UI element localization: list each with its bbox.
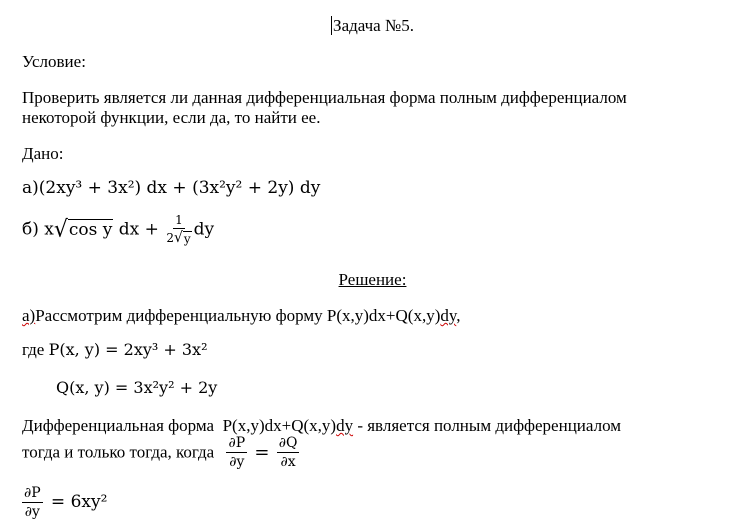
p-definition: P(x, y) = 2xy³ + 3x² xyxy=(48,340,208,359)
item-a-expr: (2xy³ + 3x²) dx + (3x²y² + 2y) dy xyxy=(38,178,321,198)
step-a-marker: а) xyxy=(22,306,36,325)
criterion-line2: тогда и только тогда, когда $\frac{\partial P}{\partial y}$ = $\frac{\partial Q}{\partial x}$ xyxy=(22,435,298,470)
page-title: Задача №5. xyxy=(333,16,414,35)
item-a-marker: а) xyxy=(22,178,39,198)
text-cursor xyxy=(331,16,332,35)
item-b-fraction xyxy=(164,214,193,246)
item-b xyxy=(22,214,214,246)
item-a xyxy=(22,178,320,198)
solution-label: Решение: xyxy=(338,270,407,289)
step-a: а)Рассмотрим дифференциальную форму P(x,y)dx+Q(x,y)dy, xyxy=(22,306,461,325)
given-label: Дано: xyxy=(22,144,64,163)
dq-dx-fraction: $\frac{\partial Q}{\partial x}$ xyxy=(278,435,298,470)
item-b-frac-den: 2 √ y xyxy=(166,229,191,247)
where-prefix: где xyxy=(22,340,49,359)
criterion-line1: Дифференциальная форма P(x,y)dx+Q(x,y)dy - является полным дифференциалом xyxy=(22,416,622,435)
partial-p-result: = 6xy² xyxy=(50,492,108,513)
dp-dy-result-fraction: $\frac{\partial P}{\partial y}$ xyxy=(24,485,41,520)
condition-text-line1: Проверить является ли данная дифференциальная форма полным дифференциалом xyxy=(22,88,627,107)
where-p-line xyxy=(22,340,208,360)
step-a-dy: dy xyxy=(440,306,457,325)
condition-text-line2: некоторой функции, если да, то найти ее. xyxy=(22,108,321,127)
partial-p-line xyxy=(22,486,107,519)
step-a-text: Рассмотрим дифференциальную форму P(x,y)dx+Q(x,y) xyxy=(35,306,441,325)
sqrt-symbol: √ cos y xyxy=(53,216,113,243)
item-b-tail: dy xyxy=(193,219,215,240)
item-b-frac-num: 1 xyxy=(175,213,183,227)
item-b-sqrt-content: cos y xyxy=(68,220,113,241)
q-definition: Q(x, y) = 3x²y² + 2y xyxy=(56,378,218,397)
item-b-marker: б) x xyxy=(22,219,54,240)
dp-dy-fraction: $\frac{\partial P}{\partial y}$ xyxy=(228,435,246,470)
item-b-after-sqrt: dx + xyxy=(113,219,165,240)
condition-label: Условие: xyxy=(22,52,86,71)
